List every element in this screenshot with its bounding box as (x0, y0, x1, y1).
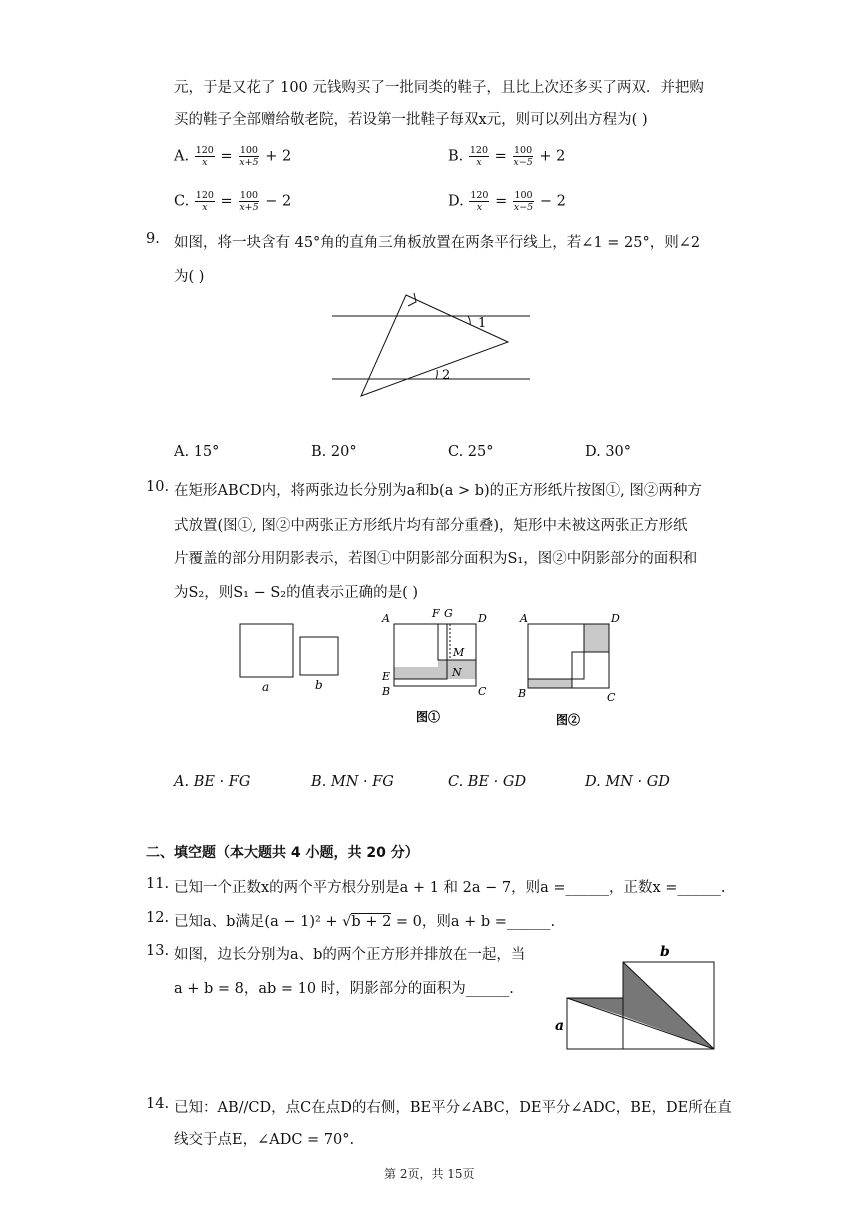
q14-number: 14. (146, 1096, 170, 1112)
square-b (300, 637, 338, 675)
q10-option-d[interactable]: D. MN · GD (585, 774, 670, 790)
q9-figure (330, 290, 535, 402)
q8-option-d[interactable]: D. $\frac{120}{x}$ = $\frac{100}{x-5}$ − 2 (448, 190, 566, 213)
page-footer: 第 2页，共 15页 (384, 1167, 475, 1181)
fig1-label-e: E (382, 670, 391, 683)
sqrt-sign: √ (342, 914, 352, 930)
q12-number: 12. (146, 910, 170, 926)
fig2-shade-top (584, 624, 609, 652)
square-a (240, 624, 293, 677)
q9-option-a[interactable]: A. 15° (174, 444, 220, 460)
fig1-label-g: G (444, 607, 453, 620)
figure-1 (381, 607, 487, 724)
fig2-square-b (572, 652, 609, 688)
q8-line2: 买的鞋子全部赠给敬老院，若设第一批鞋子每双x元，则可以列出方程为( ) (174, 112, 648, 128)
q10-figure (232, 605, 644, 735)
fig1-caption: 图① (416, 710, 441, 724)
q9-line2: 为( ) (174, 269, 205, 285)
label-b: b (315, 678, 323, 692)
label-a: a (262, 680, 270, 694)
label-a: a (555, 1018, 565, 1034)
fig1-label-f: F (432, 607, 440, 620)
q13-number: 13. (146, 943, 170, 959)
angle2-arc (436, 370, 437, 379)
q14-line1: 已知：AB//CD，点C在点D的右侧，BE平分∠ABC，DE平分∠ADC，BE，DE所在直 (174, 1100, 732, 1116)
q9-line1: 如图，将一块含有 45°角的直角三角板放置在两条平行线上，若∠1 = 25°，则∠2 (174, 235, 701, 251)
q11-number: 11. (146, 876, 170, 892)
fig1-label-m: M (453, 646, 465, 659)
fig1-label-n: N (452, 666, 462, 679)
fig1-label-b: B (382, 685, 391, 698)
fig1-label-d: D (478, 612, 487, 625)
q10-line1: 在矩形ABCD内，将两张边长分别为a和b(a > b)的正方形纸片按图①, 图②两种方 (174, 483, 702, 499)
q9-option-c[interactable]: C. 25° (448, 444, 494, 460)
q11-text: 已知一个正数x的两个平方根分别是a + 1 和 2a − 7，则a =______，正数x =______. (174, 880, 726, 896)
q10-option-b[interactable]: B. MN · FG (311, 774, 394, 790)
q10-line3: 片覆盖的部分用阴影表示，若图①中阴影部分面积为S₁，图②中阴影部分的面积和 (174, 551, 698, 567)
q8-line1: 元，于是又花了 100 元钱购买了一批同类的鞋子，且比上次还多买了两双．并把购 (174, 80, 704, 96)
fig1-label-a: A (382, 612, 390, 625)
section-heading: 二、填空题（本大题共 4 小题，共 20 分） (146, 845, 419, 861)
angle2-label: 2 (442, 368, 451, 383)
q9-option-d[interactable]: D. 30° (585, 444, 632, 460)
q10-number: 10. (146, 479, 170, 495)
fig1-label-c: C (478, 685, 487, 698)
q8-option-c[interactable]: C. $\frac{120}{x}$ = $\frac{100}{x+5}$ − 2 (174, 190, 292, 213)
fig2-label-d: D (611, 612, 620, 625)
q10-line2: 式放置(图①, 图②中两张正方形纸片均有部分重叠)，矩形中未被这两张正方形纸 (174, 518, 688, 534)
q14-line2: 线交于点E，∠ADC = 70°. (174, 1132, 355, 1148)
q12-text: 已知a、b满足(a − 1)² + √b + 2 = 0，则a + b =______. (174, 914, 556, 930)
label-b: b (660, 944, 670, 960)
q10-option-c[interactable]: C. BE · GD (448, 774, 527, 790)
q13-figure (550, 940, 722, 1054)
figure-2 (517, 612, 620, 727)
q10-line4: 为S₂，则S₁ − S₂的值表示正确的是( ) (174, 585, 419, 601)
q10-option-a[interactable]: A. BE · FG (174, 774, 251, 790)
angle1-label: 1 (478, 316, 487, 331)
q9-number: 9. (146, 231, 160, 247)
fig2-caption: 图② (556, 713, 581, 727)
q9-option-b[interactable]: B. 20° (311, 444, 357, 460)
q13-line1: 如图，边长分别为a、b的两个正方形并排放在一起，当 (174, 947, 526, 963)
set-square-triangle (361, 295, 508, 396)
sqrt-radicand: b + 2 (351, 914, 392, 930)
q8-option-a[interactable]: A. $\frac{120}{x}$ = $\frac{100}{x+5}$ + 2 (174, 145, 292, 168)
fig2-label-a: A (520, 612, 528, 625)
q8-option-b[interactable]: B. $\frac{120}{x}$ = $\frac{100}{x-5}$ + 2 (448, 145, 566, 168)
q13-line2: a + b = 8，ab = 10 时，阴影部分的面积为______. (174, 981, 514, 997)
fig2-label-c: C (607, 691, 616, 704)
fig2-shade-bottom (528, 679, 572, 688)
fig2-label-b: B (518, 687, 527, 700)
